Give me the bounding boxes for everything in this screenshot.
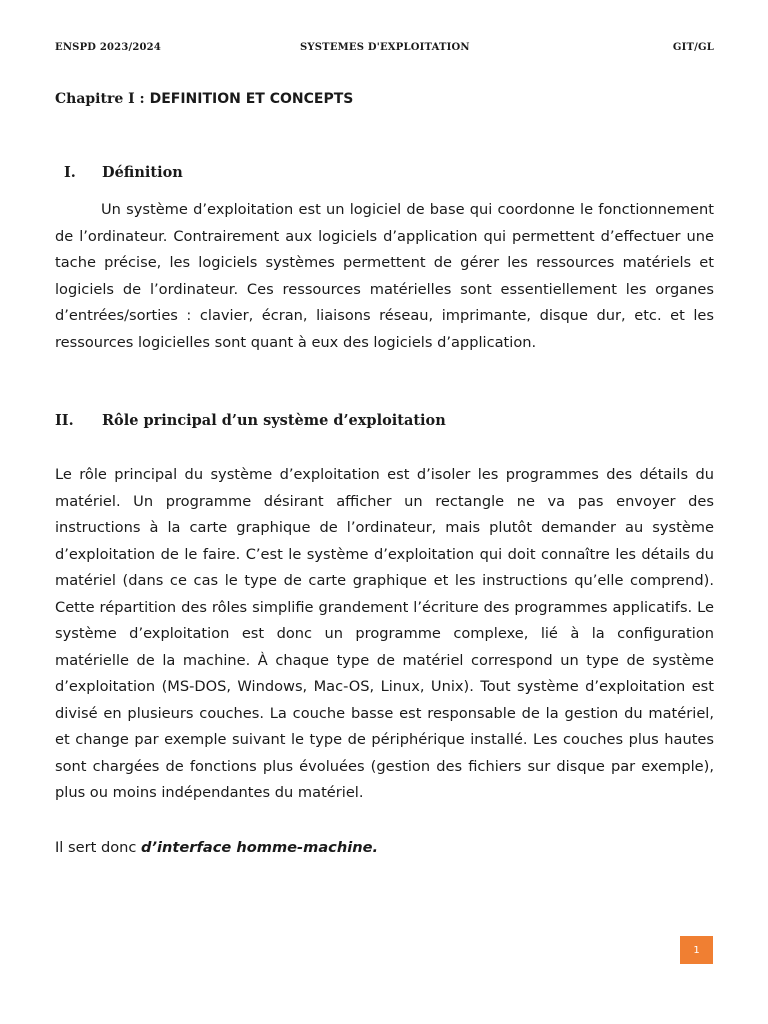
section-title: Définition [102, 164, 183, 181]
role-paragraph: Le rôle principal du système d’exploitation est d’isoler les programmes des détails du matériel. Un programme désirant afficher un rectangle ne va pas envoyer des instructions à la carte graphique de l’ordinateur, mais plutôt demander au système d’exploitation de le faire. C’est le système d’exploitation qui doit connaître les détails du matériel (dans ce cas le type de carte graphique et les instructions qu’elle comprend). Cette répartition des rôles simplifie grandement l’écriture des programmes applicatifs. Le système d’exploitation est donc un programme complexe, lié à la configuration matérielle de la machine. À chaque type de matériel correspond un type de système d’exploitation (MS-DOS, Windows, Mac-OS, Linux, Unix). Tout système d’exploitation est divisé en plusieurs couches. La couche basse est responsable de la gestion du matériel, et change par exemple suivant le type de périphérique installé. Les couches plus hautes sont chargées de fonctions plus évoluées (gestion des fichiers sur disque par exemple), plus ou moins indépendantes du matériel. [55, 466, 714, 801]
page-number: 1 [693, 944, 700, 956]
conclusion-prefix: Il sert donc [55, 839, 142, 856]
header-program: GIT/GL [672, 42, 714, 53]
chapter-name: DEFINITION ET CONCEPTS [149, 91, 354, 107]
page-number-badge [680, 936, 713, 964]
conclusion-emphasis: d’interface homme-machine. [141, 839, 379, 856]
section-number: I. [64, 164, 76, 181]
chapter-title [55, 91, 353, 107]
section-number: II. [55, 412, 74, 429]
definition-paragraph: Un système d’exploitation est un logiciel de base qui coordonne le fonctionnement de l’ordinateur. Contrairement aux logiciels d’application qui permettent d’effectuer une tache précise, les logiciels systèmes permettent de gérer les ressources matériels et logiciels de l’ordinateur. Ces ressources matérielles sont essentiellement les organes d’entrées/sorties : clavier, écran, liaisons réseau, imprimante, disque dur, etc. et les ressources logicielles sont quant à eux des logiciels d’application. [55, 201, 714, 351]
chapter-prefix: Chapitre I : [55, 91, 150, 107]
header-course-title: SYSTEMES D'EXPLOITATION [300, 42, 470, 53]
section-title: Rôle principal d’un système d’exploitation [102, 412, 446, 429]
header-school-year: ENSPD 2023/2024 [55, 42, 161, 53]
page-header [55, 42, 714, 56]
conclusion-line [55, 835, 555, 861]
